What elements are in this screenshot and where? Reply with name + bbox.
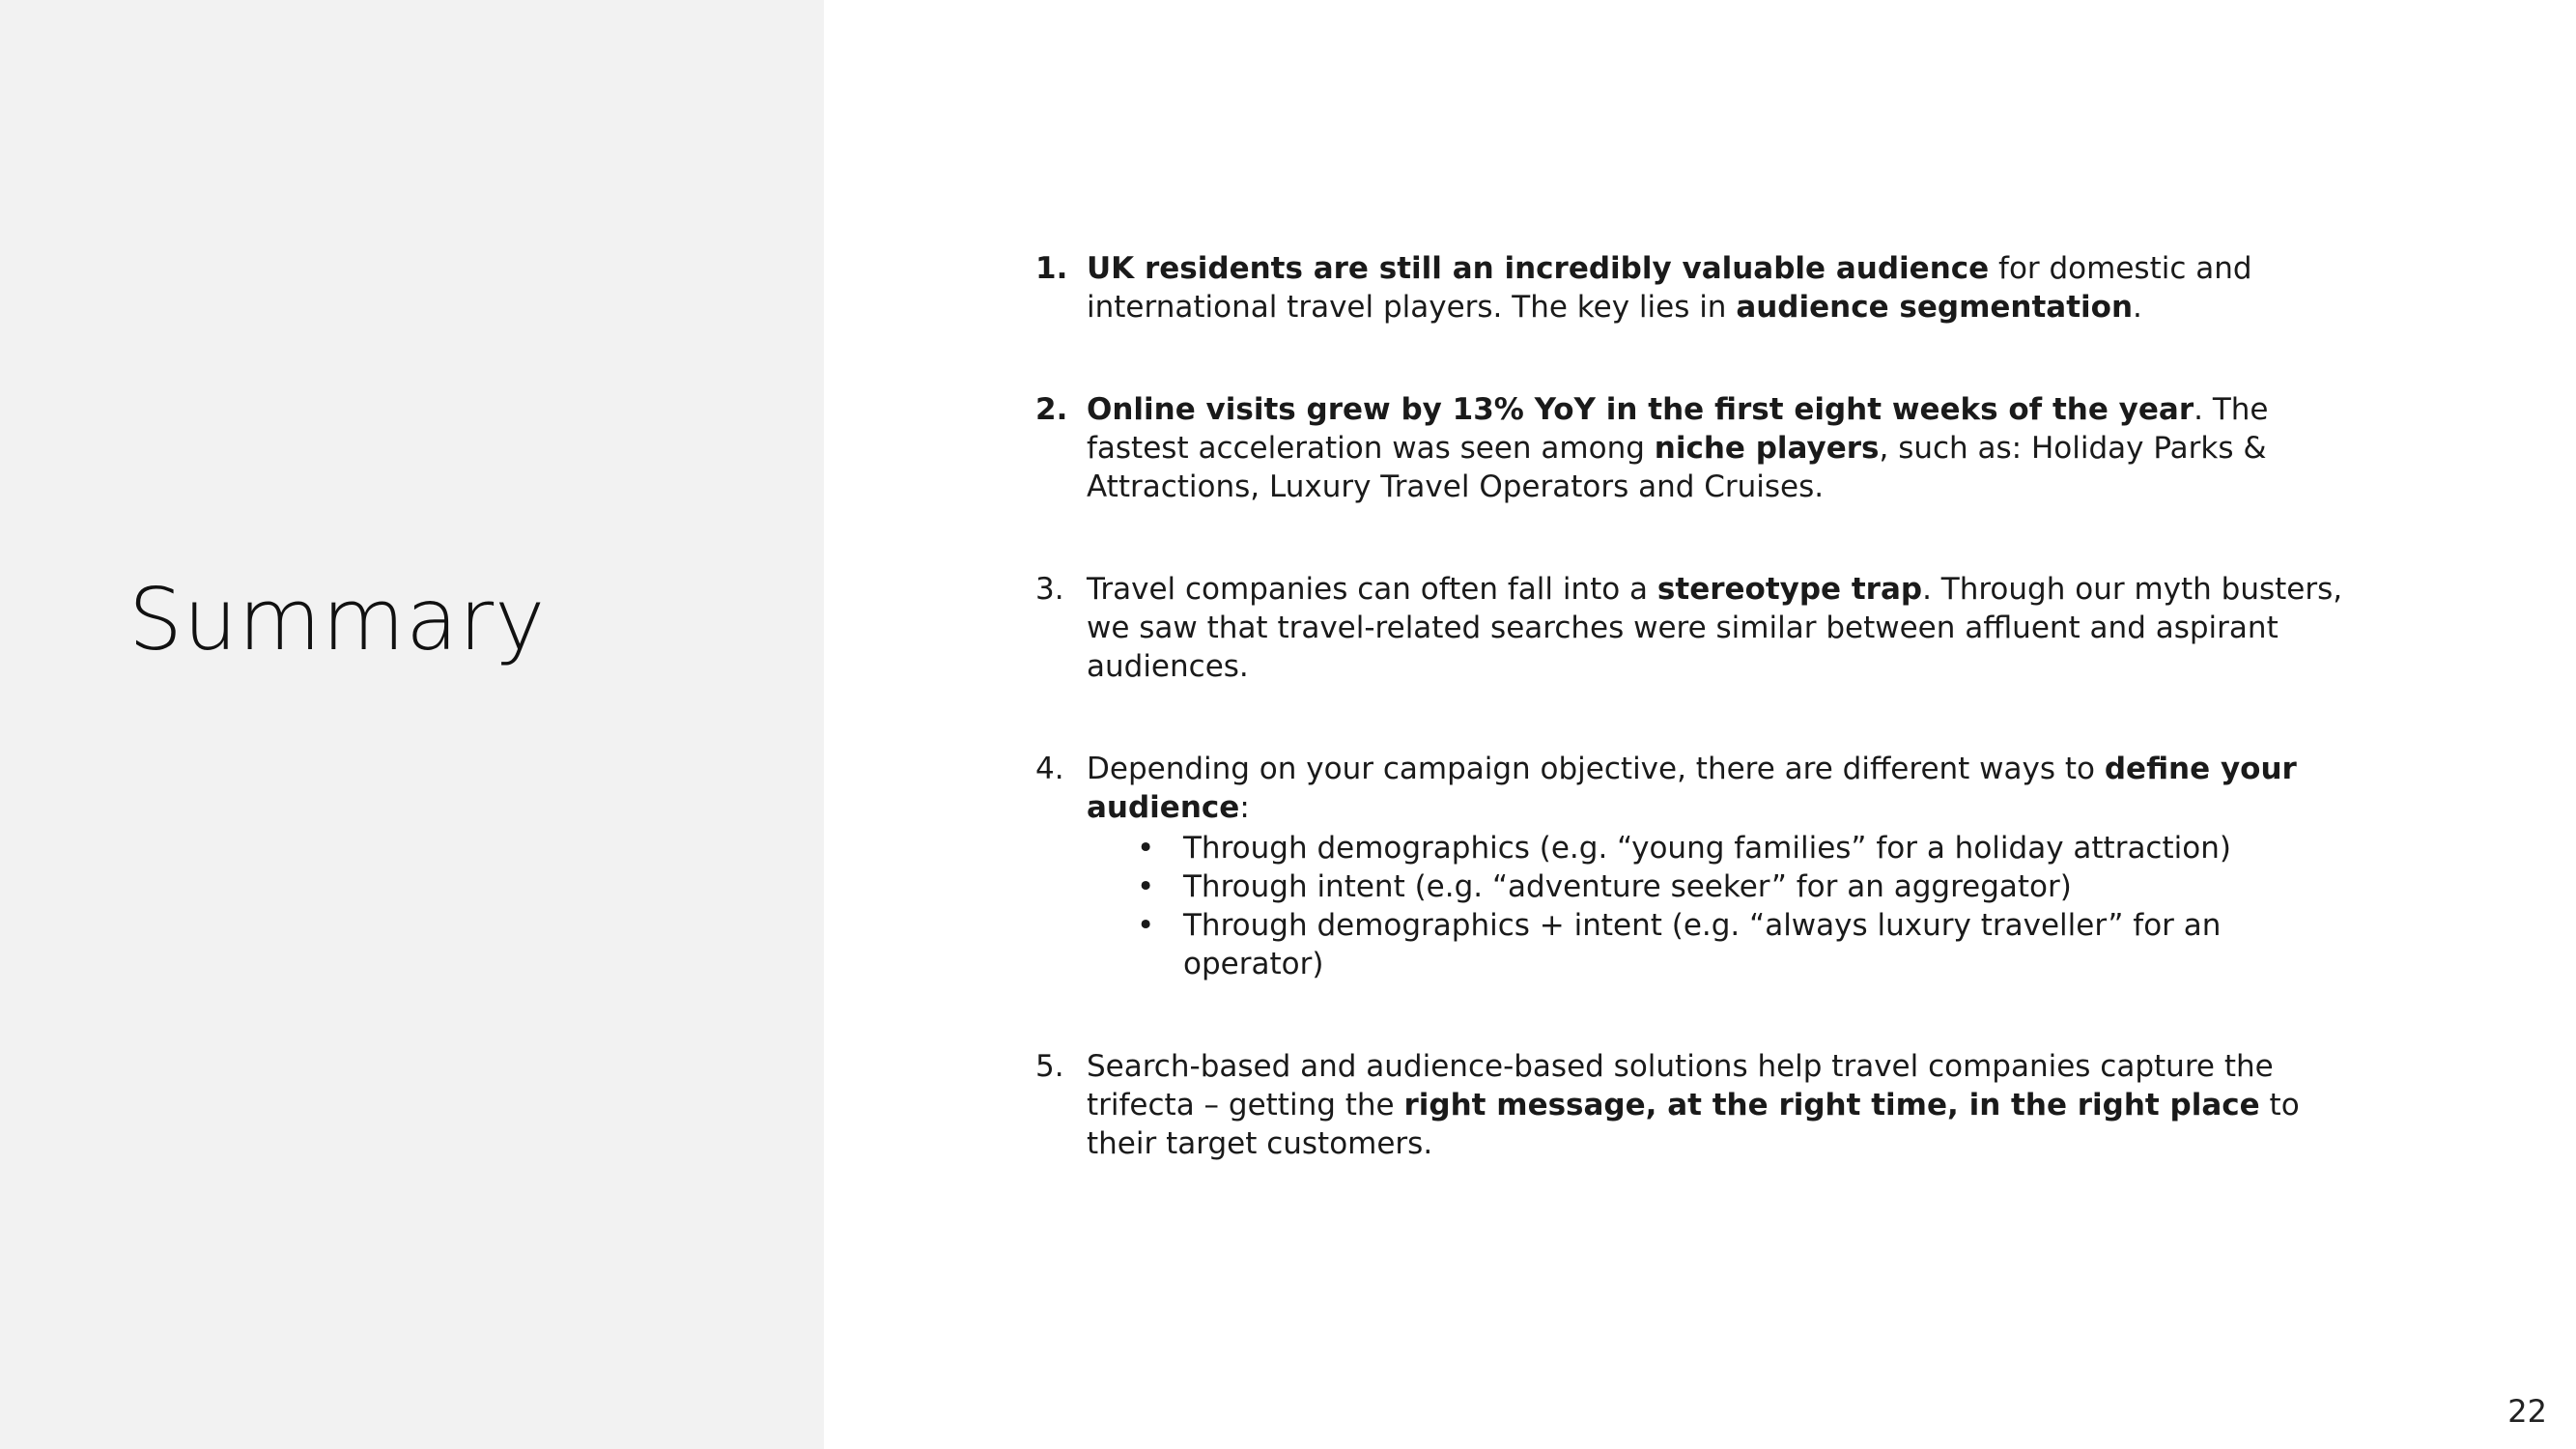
summary-item-1 xyxy=(1032,249,2364,327)
item-text: Search-based and audience-based solutions help travel companies capture the trifecta – getting the right message, at the right time, in the right place to their target customers. xyxy=(1087,1049,2300,1161)
summary-item-5 xyxy=(1032,1047,2364,1163)
slide-title: Summary xyxy=(128,570,547,669)
item-number: 2. xyxy=(1035,392,1068,427)
list-item: • Through intent (e.g. “adventure seeker” for an aggregator) xyxy=(1183,867,2364,906)
summary-item-3 xyxy=(1032,570,2364,686)
item-number: 3. xyxy=(1035,572,1064,607)
summary-item-2 xyxy=(1032,390,2364,506)
audience-methods-list xyxy=(1087,829,2364,983)
list-item: • Through demographics (e.g. “young families” for a holiday attraction) xyxy=(1183,829,2364,867)
item-text: Travel companies can often fall into a stereotype trap. Through our myth busters, we saw that travel-related searches were similar between affluent and aspirant audiences. xyxy=(1087,572,2343,684)
summary-list xyxy=(1032,249,2364,1227)
item-text: Online visits grew by 13% YoY in the first eight weeks of the year. The fastest acceleration was seen among niche players, such as: Holiday Parks & Attractions, Luxury Travel Operators and Cruises. xyxy=(1087,392,2269,504)
item-number: 5. xyxy=(1035,1049,1064,1084)
left-panel xyxy=(0,0,824,1449)
page-number: 22 xyxy=(2507,1393,2547,1430)
item-text: Depending on your campaign objective, there are different ways to define your audience: xyxy=(1087,752,2297,825)
summary-item-4 xyxy=(1032,750,2364,983)
list-item: • Through demographics + intent (e.g. “always luxury traveller” for an operator) xyxy=(1183,906,2364,983)
item-text: UK residents are still an incredibly valuable audience for domestic and international travel players. The key lies in audience segmentation. xyxy=(1087,251,2252,325)
item-number: 1. xyxy=(1035,251,1068,286)
item-number: 4. xyxy=(1035,752,1064,786)
